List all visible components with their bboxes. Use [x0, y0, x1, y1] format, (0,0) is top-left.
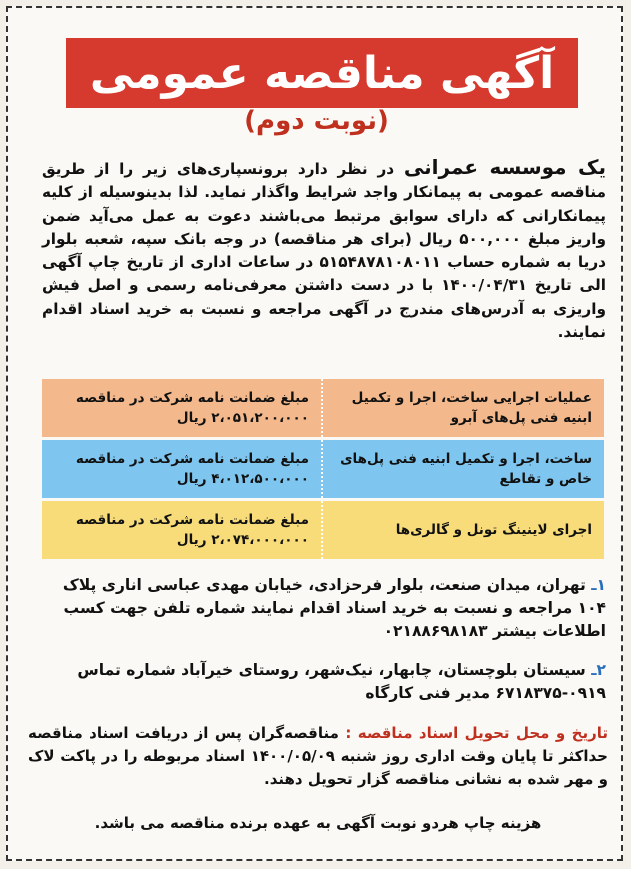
- address-sistan: [42, 659, 606, 705]
- tender-amount-cell: [42, 501, 323, 559]
- tender-amount-label: مبلغ ضمانت نامه شرکت در مناقصه: [75, 512, 309, 528]
- ad-frame: [6, 6, 623, 861]
- tender-amount: ۲،۰۷۴،۰۰۰،۰۰۰ ریال: [176, 532, 309, 548]
- delivery-section: [28, 722, 608, 791]
- intro-lead: یک موسسه عمرانی: [403, 155, 606, 179]
- ad-subtitle: (نوبت دوم): [244, 106, 389, 136]
- tender-row: [42, 379, 604, 437]
- address-text: سیستان بلوچستان، چابهار، نیک‌شهر، روستای خیرآباد شماره تماس ۰۹۱۹-۶۷۱۸۳۷۵ مدیر فنی کارگاه: [77, 661, 606, 702]
- tender-amount: ۲،۰۵۱،۲۰۰،۰۰۰ ریال: [176, 410, 309, 426]
- intro-text: در نظر دارد برونسپاری‌های زیر را از طریق مناقصه عمومی به پیمانکار واجد شرایط واگذار نماید. لذا بدینوسیله از کلیه پیمانکارانی که دارای سوابق مرتبط می‌باشند دعوت به عمل می‌آید ضمن واریز مبلغ ۵۰۰,۰۰۰ ریال (برای هر مناقصه) در وجه بانک سپه، شعبه بلوار دریا به شماره حساب ۵۱۵۴۸۷۸۱۰۸۰۱۱ در ساعات اداری از تاریخ چاپ آگهی الی تاریخ ۱۴۰۰/۰۴/۳۱ با در دست داشتن معرفی‌نامه رسمی و اصل فیش واریزی به آدرس‌های مندرج در آگهی مراجعه و نسبت به خرید اسناد اقدام نمایند.: [42, 160, 606, 342]
- tender-work: عملیات اجرایی ساخت، اجرا و تکمیل ابنیه فنی پل‌های آبرو: [351, 390, 592, 426]
- tender-work: ساخت، اجرا و تکمیل ابنیه فنی پل‌های خاص و تقاطع: [340, 451, 592, 487]
- address-number: ۲ـ: [591, 661, 606, 679]
- address-tehran: [42, 574, 606, 643]
- ad-title: آگهی مناقصه عمومی: [66, 38, 578, 108]
- tender-row: [42, 440, 604, 498]
- address-text: تهران، میدان صنعت، بلوار فرحزادی، خیابان مهدی عباسی اناری پلاک ۱۰۴ مراجعه و نسبت به خرید اسناد اقدام نمایند شماره تلفن جهت کسب اطلاعات بیشتر ۰۲۱۸۸۶۹۸۱۸۳: [62, 576, 606, 640]
- tender-amount-label: مبلغ ضمانت نامه شرکت در مناقصه: [75, 390, 309, 406]
- tender-amount-cell: [42, 379, 323, 437]
- intro-paragraph: [42, 156, 606, 344]
- cost-note: هزینه چاپ هردو نوبت آگهی به عهده برنده مناقصه می باشد.: [94, 814, 542, 832]
- tender-amount-label: مبلغ ضمانت نامه شرکت در مناقصه: [75, 451, 309, 467]
- delivery-text: مناقصه‌گران پس از دریافت اسناد مناقصه حداکثر تا پایان وقت اداری روز شنبه ۱۴۰۰/۰۵/۰۹ اسناد مربوطه را در پاکت لاک و مهر شده به نشانی مناقصه گزار تحویل دهند.: [28, 724, 608, 788]
- tender-work: اجرای لاینینگ تونل و گالری‌ها: [395, 522, 592, 538]
- tender-amount: ۴،۰۱۲،۵۰۰،۰۰۰ ریال: [176, 471, 309, 487]
- delivery-heading: تاریخ و محل تحویل اسناد مناقصه :: [345, 724, 608, 742]
- tender-amount-cell: [42, 440, 323, 498]
- address-number: ۱ـ: [591, 576, 606, 594]
- tender-row: [42, 501, 604, 559]
